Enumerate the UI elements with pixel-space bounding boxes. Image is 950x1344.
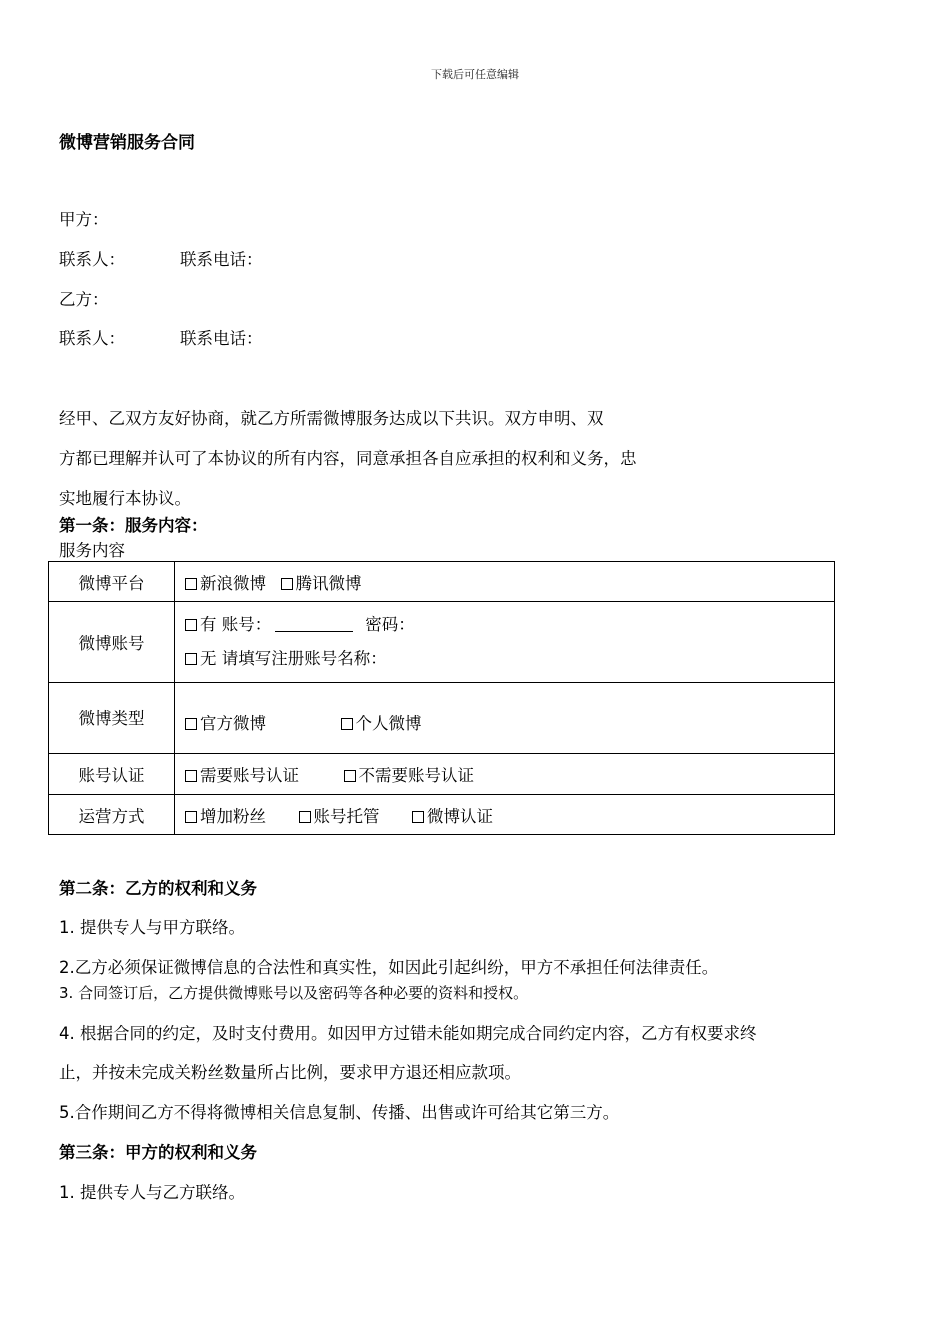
checkbox-icon[interactable] bbox=[185, 653, 197, 665]
option-account-hosting[interactable]: 账号托管 bbox=[299, 803, 380, 827]
checkbox-icon[interactable] bbox=[185, 718, 197, 730]
checkbox-icon[interactable] bbox=[185, 619, 197, 631]
article3-heading: 第三条：甲方的权利和义务 bbox=[59, 1143, 257, 1162]
option-official-weibo[interactable]: 官方微博 bbox=[185, 710, 266, 734]
article2-item-2: 2.乙方必须保证微博信息的合法性和真实性，如因此引起纠纷，甲方不承担任何法律责任。 bbox=[59, 958, 719, 977]
table-row-platform bbox=[49, 562, 835, 602]
type-options bbox=[175, 683, 835, 754]
article3-item-1: 1. 提供专人与乙方联络。 bbox=[59, 1183, 245, 1202]
option-need-verify[interactable]: 需要账号认证 bbox=[185, 762, 299, 786]
article2-item-4: 4. 根据合同的约定，及时支付费用。如因甲方过错未能如期完成合同约定内容，乙方有权要求终 bbox=[59, 1024, 757, 1043]
article1-subheading: 服务内容 bbox=[59, 541, 125, 560]
intro-line-1: 经甲、乙双方友好协商，就乙方所需微博服务达成以下共识。双方申明、双 bbox=[59, 409, 604, 428]
party-b-label: 乙方： bbox=[59, 290, 109, 309]
operation-label: 运营方式 bbox=[49, 795, 175, 835]
account-label: 微博账号 bbox=[49, 602, 175, 683]
account-input-blank[interactable] bbox=[275, 615, 353, 632]
option-no-verify[interactable]: 不需要账号认证 bbox=[344, 762, 475, 786]
option-tencent-weibo[interactable]: 腾讯微博 bbox=[281, 570, 362, 594]
party-b-contact-line bbox=[59, 325, 263, 349]
article2-item-3: 3. 合同签订后，乙方提供微博账号以及密码等各种必要的资料和授权。 bbox=[59, 984, 529, 1002]
checkbox-icon[interactable] bbox=[185, 770, 197, 782]
operation-options bbox=[175, 795, 835, 835]
article2-item-1: 1. 提供专人与甲方联络。 bbox=[59, 918, 245, 937]
register-account-prompt: 请填写注册账号名称： bbox=[221, 649, 387, 668]
password-field-label: 密码： bbox=[365, 615, 415, 634]
platform-options bbox=[175, 562, 835, 602]
checkbox-icon[interactable] bbox=[344, 770, 356, 782]
checkbox-icon[interactable] bbox=[341, 718, 353, 730]
party-a-contact-line bbox=[59, 246, 263, 270]
account-options bbox=[175, 602, 835, 683]
party-a-label: 甲方： bbox=[59, 210, 109, 229]
table-row-account bbox=[49, 602, 835, 683]
platform-label: 微博平台 bbox=[49, 562, 175, 602]
option-no-account[interactable]: 无 bbox=[185, 642, 217, 676]
option-personal-weibo[interactable]: 个人微博 bbox=[341, 710, 422, 734]
table-row-type bbox=[49, 683, 835, 754]
checkbox-icon[interactable] bbox=[185, 811, 197, 823]
verify-options bbox=[175, 754, 835, 795]
option-sina-weibo[interactable]: 新浪微博 bbox=[185, 570, 266, 594]
article2-heading: 第二条：乙方的权利和义务 bbox=[59, 879, 257, 898]
party-b-phone-label: 联系电话： bbox=[180, 329, 263, 348]
checkbox-icon[interactable] bbox=[281, 578, 293, 590]
account-field-label: 账号： bbox=[221, 615, 272, 634]
type-label: 微博类型 bbox=[49, 683, 175, 754]
page-header: 下载后可任意编辑 bbox=[431, 68, 519, 81]
party-a-contact-label: 联系人： bbox=[59, 250, 125, 269]
verify-label: 账号认证 bbox=[49, 754, 175, 795]
table-row-operation bbox=[49, 795, 835, 835]
article2-item-4-cont: 止，并按未完成关粉丝数量所占比例，要求甲方退还相应款项。 bbox=[59, 1063, 521, 1082]
checkbox-icon[interactable] bbox=[412, 811, 424, 823]
service-content-table bbox=[48, 561, 835, 835]
article2-item-5: 5.合作期间乙方不得将微博相关信息复制、传播、出售或许可给其它第三方。 bbox=[59, 1103, 620, 1122]
intro-line-3: 实地履行本协议。 bbox=[59, 489, 191, 508]
option-has-account[interactable]: 有 bbox=[185, 608, 217, 642]
table-row-verify bbox=[49, 754, 835, 795]
document-title: 微博营销服务合同 bbox=[59, 133, 195, 153]
option-increase-fans[interactable]: 增加粉丝 bbox=[185, 803, 266, 827]
article1-heading: 第一条：服务内容： bbox=[59, 516, 208, 535]
checkbox-icon[interactable] bbox=[185, 578, 197, 590]
party-b-contact-label: 联系人： bbox=[59, 329, 125, 348]
option-weibo-verify[interactable]: 微博认证 bbox=[412, 803, 493, 827]
checkbox-icon[interactable] bbox=[299, 811, 311, 823]
intro-line-2: 方都已理解并认可了本协议的所有内容，同意承担各自应承担的权利和义务，忠 bbox=[59, 449, 637, 468]
party-a-phone-label: 联系电话： bbox=[180, 250, 263, 269]
